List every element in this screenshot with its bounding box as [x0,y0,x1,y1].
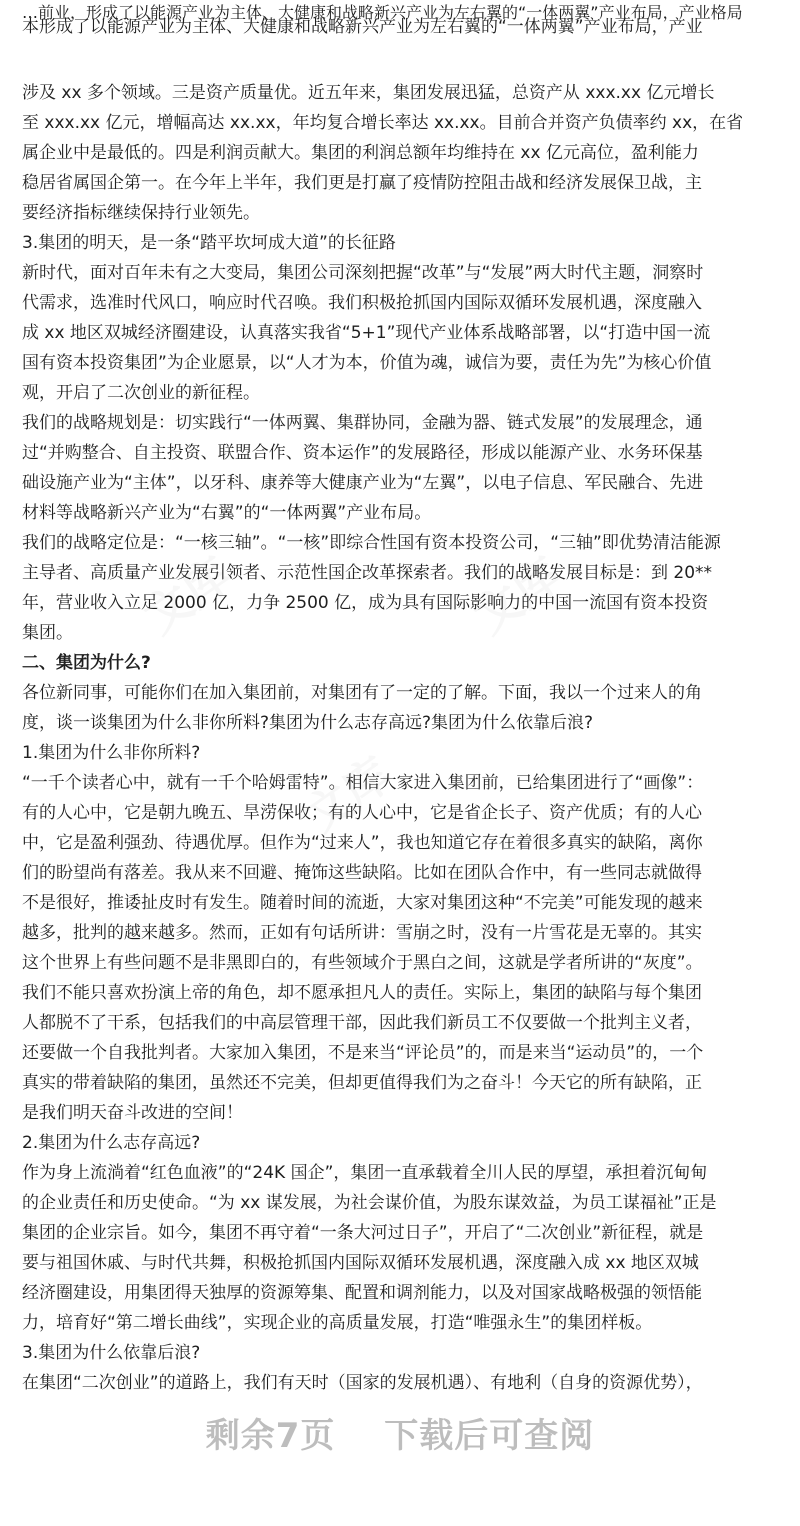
text-line: 国有资本投资集团”为企业愿景，以“人才为本，价值为魂，诚信为要，责任为先”为核心价值 [22,353,712,373]
text-line: 集团。 [22,623,73,643]
text-line: 主导者、高质量产业发展引领者、示范性国企改革探索者。我们的战略发展目标是：到 20** [22,563,713,583]
text-line: 有的人心中，它是朝九晚五、旱涝保收；有的人心中，它是省企长子、资产优质；有的人心 [22,803,702,823]
download-to-view-button[interactable]: 下载后可查阅 [384,1416,595,1456]
watermark: 文库 [464,546,571,644]
text-line: 各位新同事，可能你们在加入集团前，对集团有了一定的了解。下面，我以一个过来人的角 [22,683,702,703]
text-line: 真实的带着缺陷的集团，虽然还不完美，但却更值得我们为之奋斗！今天它的所有缺陷，正 [22,1073,702,1093]
text-line: 3.集团的明天，是一条“踏平坎坷成大道”的长征路 [22,233,396,253]
text-line: 观，开启了二次创业的新征程。 [22,383,260,403]
text-line: 代需求，选准时代风口，响应时代召唤。我们积极抢抓国内国际双循环发展机遇，深度融入 [22,293,702,313]
watermark: 文库 [134,546,241,644]
text-line: 还要做一个自我批判者。大家加入集团，不是来当“评论员”的，而是来当“运动员”的，一个 [22,1043,704,1063]
text-line: 经济圈建设，用集团得天独厚的资源筹集、配置和调剂能力，以及对国家战略极强的领悟能 [22,1283,702,1303]
document-body [22,78,782,1398]
partial-text-line: …前业，形成了以能源产业为主体、大健康和战略新兴产业为左右翼的“一体两翼”产业布局，产业格局 [22,3,743,22]
text-line: 是我们明天奋斗改进的空间！ [22,1103,243,1123]
text-line: 们的盼望尚有落差。我从来不回避、掩饰这些缺陷。比如在团队合作中，有一些同志就做得 [22,863,702,883]
watermark: 文库 [294,746,401,844]
text-line: 要与祖国休戚、与时代共舞，积极抢抓国内国际双循环发展机遇，深度融入成 xx 地区双城 [22,1253,699,1273]
text-line: 人都脱不了干系，包括我们的中高层管理干部，因此我们新员工不仅要做一个批判主义者， [22,1013,702,1033]
text-line: 集团的企业宗旨。如今，集团不再守着“一条大河过日子”，开启了“二次创业”新征程，就是 [22,1223,704,1243]
text-line: 1.集团为什么非你所料? [22,743,201,763]
text-line: 至 xxx.xx 亿元，增幅高达 xx.xx，年均复合增长率达 xx.xx。目前合并资产负债率约 xx，在省 [22,113,744,133]
text-line: 力，培育好“第二增长曲线”，实现企业的高质量发展，打造“唯强永生”的集团样板。 [22,1313,653,1333]
text-line: 过“并购整合、自主投资、联盟合作、资本运作”的发展路径，形成以能源产业、水务环保基 [22,443,703,463]
text-line: 本形成了以能源产业为主体、大健康和战略新兴产业为左右翼的“一体两翼”产业布局，产业 [22,17,703,37]
text-line: 越多，批判的越来越多。然而，正如有句话所讲：雪崩之时，没有一片雪花是无辜的。其实 [22,923,702,943]
text-line: 作为身上流淌着“红色血液”的“24K 国企”，集团一直承载着全川人民的厚望，承担着沉甸甸 [22,1163,708,1183]
text-line: 成 xx 地区双城经济圈建设，认真落实我省“5+1”现代产业体系战略部署，以“打造中国一流 [22,323,711,343]
text-line: 础设施产业为“主体”，以牙科、康养等大健康产业为“左翼”，以电子信息、军民融合、先进 [22,473,704,493]
preview-footer[interactable] [0,1408,800,1457]
text-line: 新时代，面对百年未有之大变局，集团公司深刻把握“改革”与“发展”两大时代主题，洞察时 [22,263,704,283]
text-line: “一千个读者心中，就有一千个哈姆雷特”。相信大家进入集团前，已给集团进行了“画像”： [22,773,704,793]
text-line: 3.集团为什么依靠后浪? [22,1343,201,1363]
text-line: 涉及 xx 多个领域。三是资产质量优。近五年来，集团发展迅猛，总资产从 xxx.xx 亿元增长 [22,83,715,103]
remaining-pages-label: 剩余7页 [205,1416,336,1456]
page-break-gap [22,42,782,78]
text-line: 要经济指标继续保持行业领先。 [22,203,260,223]
text-line: 我们的战略定位是：“一核三轴”。“一核”即综合性国有资本投资公司，“三轴”即优势清洁能源 [22,533,721,553]
text-line: 我们的战略规划是：切实践行“一体两翼、集群协同，金融为器、链式发展”的发展理念，通 [22,413,703,433]
text-line: 度，谈一谈集团为什么非你所料?集团为什么志存高远?集团为什么依靠后浪? [22,713,594,733]
text-line: 的企业责任和历史使命。“为 xx 谋发展，为社会谋价值，为股东谋效益，为员工谋福祉”正是 [22,1193,717,1213]
text-line: 不是很好，推诿扯皮时有发生。随着时间的流逝，大家对集团这种“不完美”可能发现的越来 [22,893,703,913]
text-line: 年，营业收入立足 2000 亿，力争 2500 亿，成为具有国际影响力的中国一流国有资本投资 [22,593,709,613]
text-line: 稳居省属国企第一。在今年上半年，我们更是打赢了疫情防控阻击战和经济发展保卫战，主 [22,173,702,193]
text-line: 这个世界上有些问题不是非黑即白的，有些领域介于黑白之间，这就是学者所讲的“灰度”。 [22,953,703,973]
text-line: 2.集团为什么志存高远? [22,1133,201,1153]
text-line: 我们不能只喜欢扮演上帝的角色，却不愿承担凡人的责任。实际上，集团的缺陷与每个集团 [22,983,702,1003]
text-line: 材料等战略新兴产业为“右翼”的“一体两翼”产业布局。 [22,503,432,523]
document-page [22,0,782,1398]
text-line: 中，它是盈利强劲、待遇优厚。但作为“过来人”，我也知道它存在着很多真实的缺陷，离你 [22,833,703,853]
section-heading: 二、集团为什么? [22,653,151,673]
text-line: 属企业中是最低的。四是利润贡献大。集团的利润总额年均维持在 xx 亿元高位，盈利能力 [22,143,699,163]
text-line: 在集团“二次创业”的道路上，我们有天时（国家的发展机遇）、有地利（自身的资源优势）， [22,1373,703,1393]
